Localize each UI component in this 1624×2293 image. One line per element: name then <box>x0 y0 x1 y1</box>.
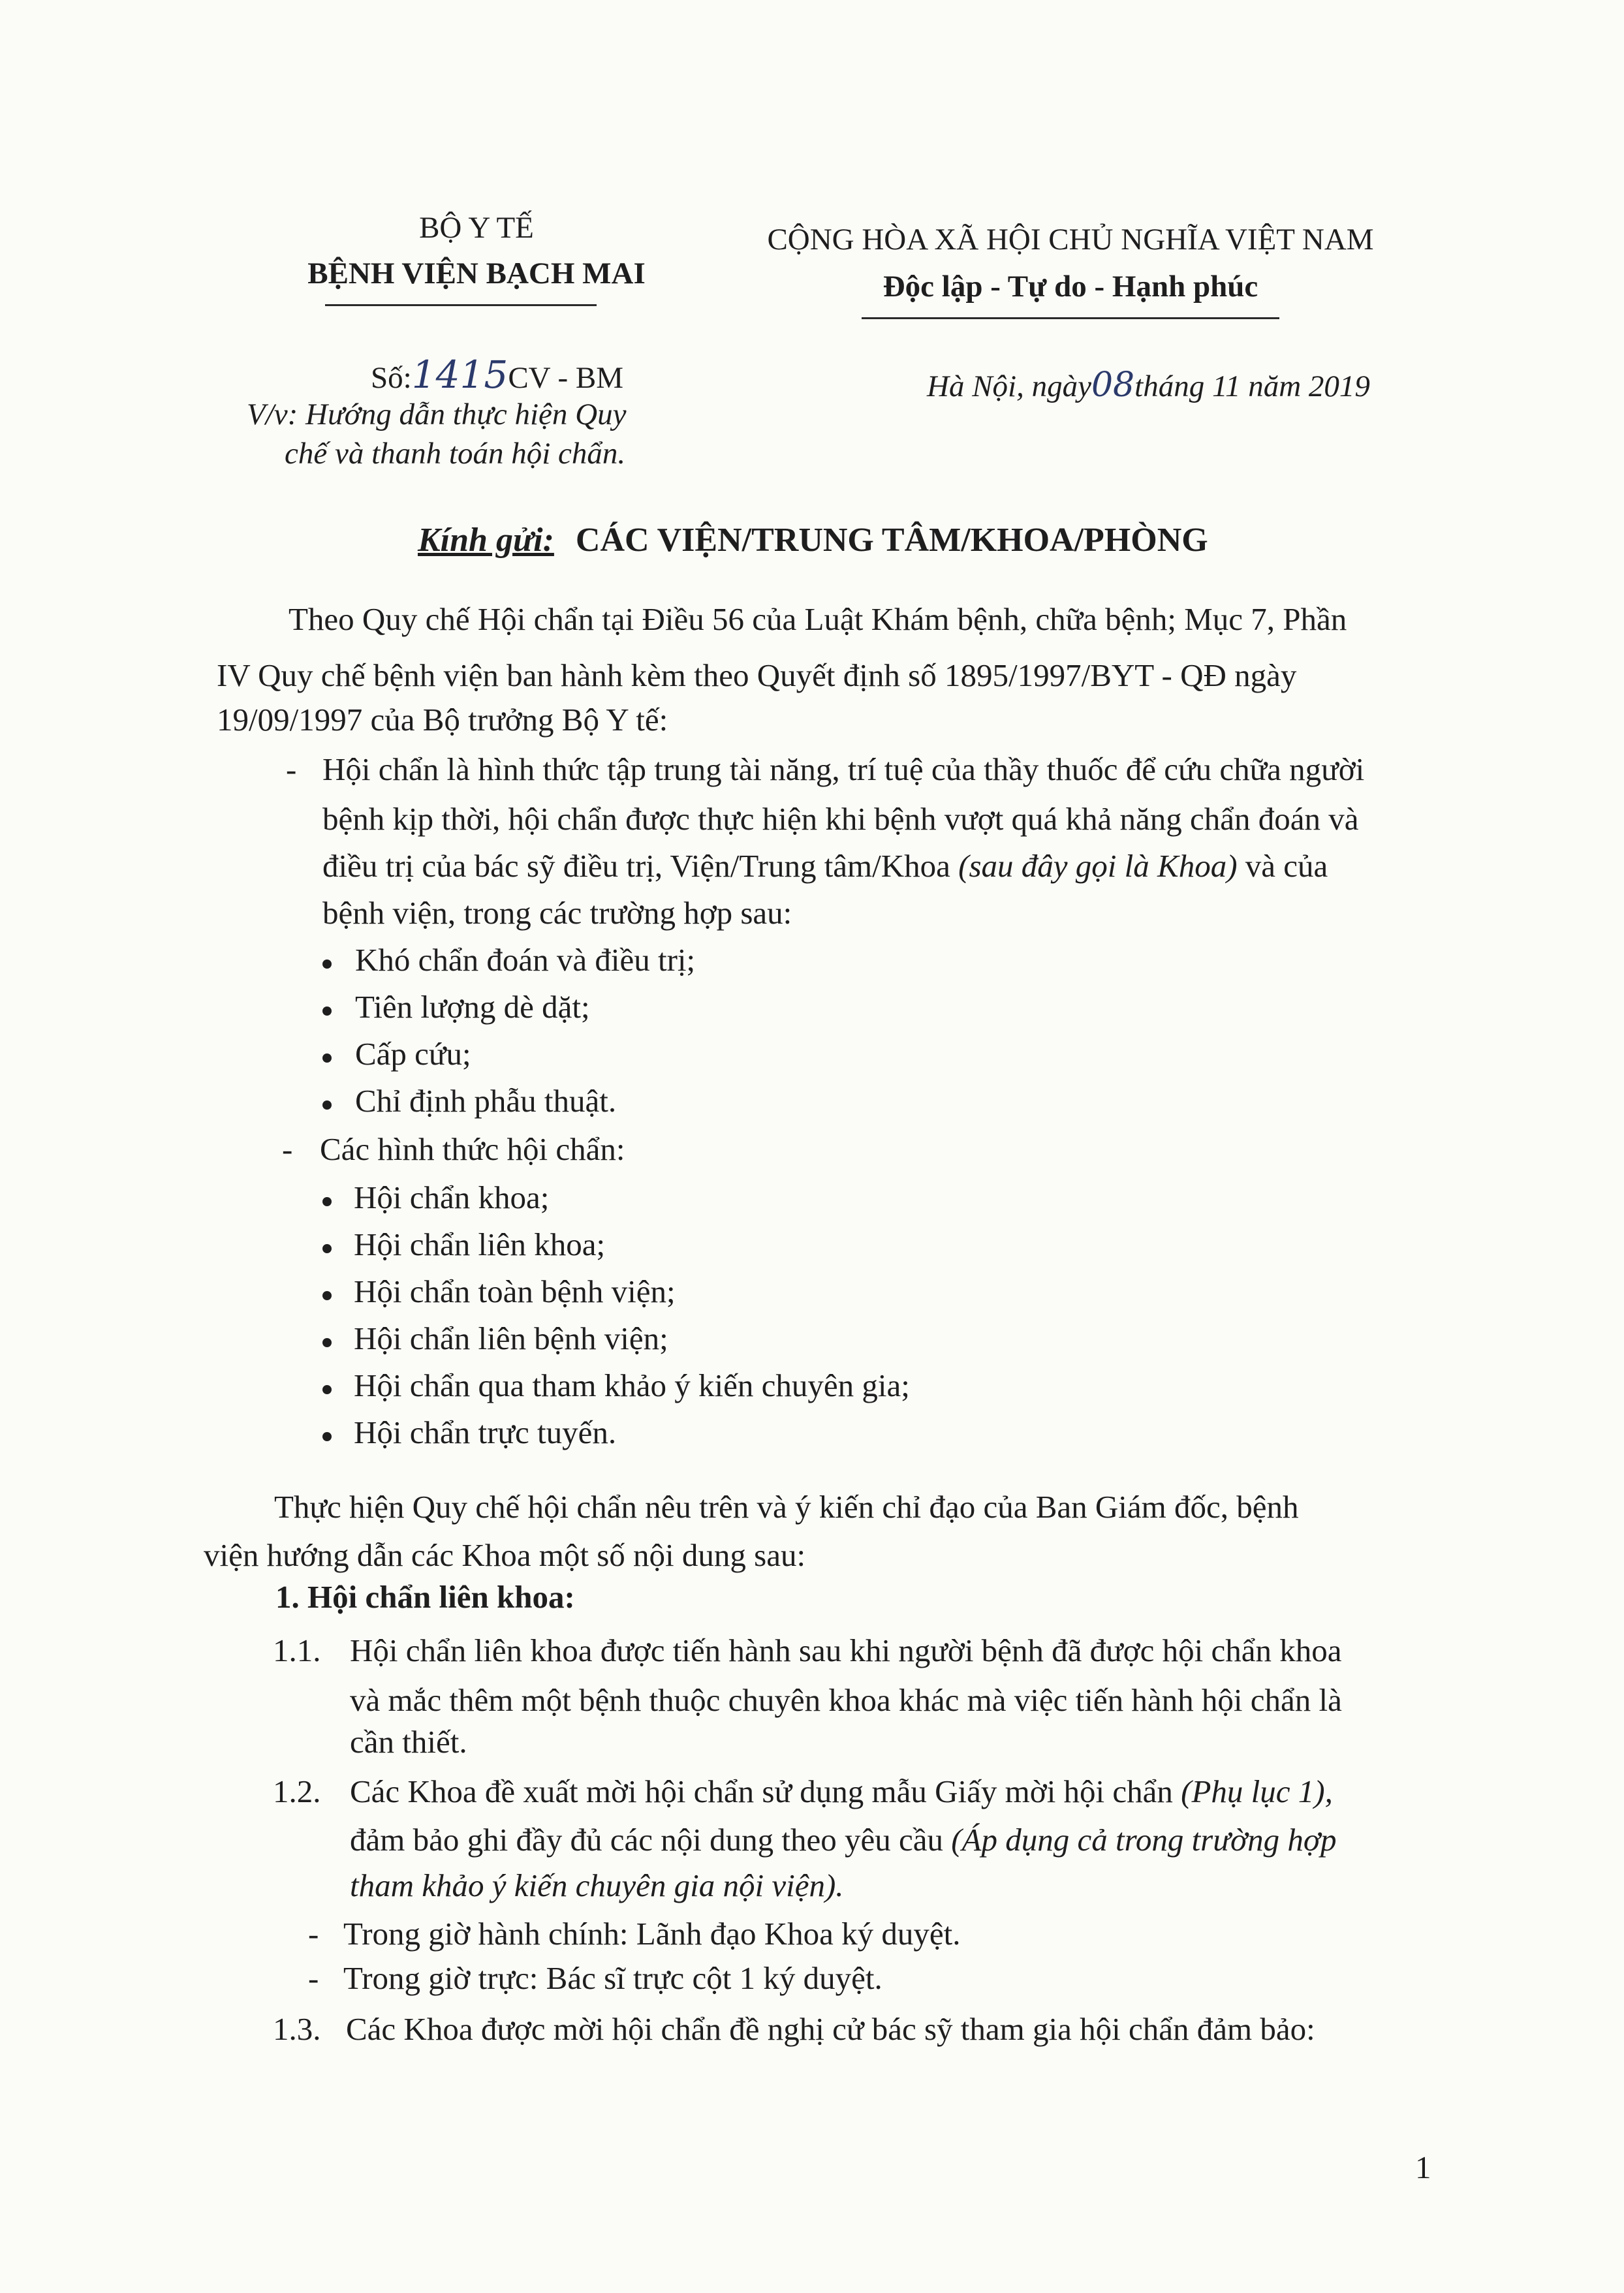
item-1-2-line-2 <box>350 1821 1337 1858</box>
item-1-2-line-1 <box>350 1773 1333 1810</box>
recipient-line <box>418 521 1208 559</box>
item-1-1-line-3: cần thiết. <box>350 1724 467 1760</box>
dash-marker: - <box>282 1131 293 1167</box>
impl-line-1: Thực hiện Quy chế hội chẩn nêu trên và ý kiến chỉ đạo của Ban Giám đốc, bệnh <box>274 1489 1299 1525</box>
bullet <box>322 1006 332 1016</box>
intro-line-1: Theo Quy chế Hội chẩn tại Điều 56 của Luật Khám bệnh, chữa bệnh; Mục 7, Phần <box>289 601 1347 637</box>
form-item: Hội chẩn khoa; <box>354 1179 550 1215</box>
intro-line-2: IV Quy chế bệnh viện ban hành kèm theo Quyết định số 1895/1997/BYT - QĐ ngày <box>217 657 1297 693</box>
item-1-2-line-2a: đảm bảo ghi đầy đủ các nội dung theo yêu cầu <box>350 1822 943 1858</box>
form-item: Hội chẩn toàn bệnh viện; <box>354 1273 676 1309</box>
bullet <box>322 1197 332 1206</box>
item-1-2-dash-2: Trong giờ trực: Bác sĩ trực cột 1 ký duyệt. <box>343 1960 882 1996</box>
item-1-1-number: 1.1. <box>273 1632 321 1668</box>
bullet <box>322 1100 332 1110</box>
bullet <box>322 959 332 969</box>
item-1-1-line-2: và mắc thêm một bệnh thuộc chuyên khoa khác mà việc tiến hành hội chẩn là <box>350 1682 1342 1718</box>
recipient-label: Kính gửi: <box>418 522 554 559</box>
item-1-1-line-1: Hội chẩn liên khoa được tiến hành sau khi người bệnh đã được hội chẩn khoa <box>350 1632 1342 1668</box>
impl-line-2: viện hướng dẫn các Khoa một số nội dung sau: <box>204 1537 806 1573</box>
subject-line-2: chế và thanh toán hội chẩn. <box>285 437 626 471</box>
dash1-line-3c: và của <box>1245 848 1328 884</box>
item-1-2-line-3: tham khảo ý kiến chuyên gia nội viện). <box>350 1867 844 1903</box>
item-1-3-line-1: Các Khoa được mời hội chẩn đề nghị cử bác sỹ tham gia hội chẩn đảm bảo: <box>346 2011 1315 2047</box>
national-motto: Độc lập - Tự do - Hạnh phúc <box>882 270 1258 304</box>
bullet <box>322 1244 332 1253</box>
dash1-line-3a: điều trị của bác sỹ điều trị, Viện/Trung tâm/Khoa <box>322 848 950 884</box>
motto-underline <box>862 317 1279 319</box>
country-name: CỘNG HÒA XÃ HỘI CHỦ NGHĨA VIỆT NAM <box>767 223 1374 257</box>
date-prefix: Hà Nội, ngày <box>927 369 1091 403</box>
handwritten-number: 1415 <box>411 352 508 397</box>
form-item: Hội chẩn trực tuyến. <box>354 1414 617 1450</box>
hospital-underline <box>325 304 597 306</box>
bullet <box>322 1338 332 1347</box>
section-1-heading: 1. Hội chẩn liên khoa: <box>275 1579 575 1615</box>
case-item: Tiên lượng dè dặt; <box>355 989 590 1025</box>
item-1-2-dash-1: Trong giờ hành chính: Lãnh đạo Khoa ký duyệt. <box>343 1916 961 1952</box>
subject-line-1: V/v: Hướng dẫn thực hiện Quy <box>247 398 627 431</box>
dash1-line-1: Hội chẩn là hình thức tập trung tài năng, trí tuệ của thầy thuốc để cứu chữa người <box>322 751 1365 787</box>
dash1-line-3b: (sau đây gọi là Khoa) <box>958 848 1238 884</box>
bullet <box>322 1053 332 1063</box>
date-suffix: tháng 11 năm 2019 <box>1134 369 1370 403</box>
dash1-line-3 <box>322 847 1328 884</box>
bullet <box>322 1432 332 1441</box>
form-item: Hội chẩn qua tham khảo ý kiến chuyên gia; <box>354 1367 910 1403</box>
dash-marker: - <box>308 1960 319 1996</box>
item-1-3-number: 1.3. <box>273 2011 321 2047</box>
bullet <box>322 1385 332 1394</box>
form-item: Hội chẩn liên khoa; <box>354 1226 606 1262</box>
dash1-line-4: bệnh viện, trong các trường hợp sau: <box>322 895 792 931</box>
dash1-line-2: bệnh kịp thời, hội chẩn được thực hiện khi bệnh vượt quá khả năng chẩn đoán và <box>322 801 1359 837</box>
recipient-to: CÁC VIỆN/TRUNG TÂM/KHOA/PHÒNG <box>575 522 1208 559</box>
dash-marker: - <box>308 1916 319 1952</box>
ministry-name: BỘ Y TẾ <box>419 211 534 245</box>
handwritten-day: 08 <box>1091 366 1135 405</box>
item-1-2-line-2b: (Áp dụng cả trong trường hợp <box>951 1822 1337 1858</box>
document-date <box>927 366 1370 405</box>
hospital-name: BỆNH VIỆN BẠCH MAI <box>307 257 646 290</box>
document-number <box>371 352 623 397</box>
item-1-2-number: 1.2. <box>273 1773 321 1809</box>
case-item: Khó chẩn đoán và điều trị; <box>355 942 696 978</box>
dash-marker: - <box>286 751 297 787</box>
bullet <box>322 1291 332 1300</box>
page-number: 1 <box>1415 2149 1431 2185</box>
case-item: Cấp cứu; <box>355 1036 471 1072</box>
so-suffix: CV - BM <box>508 361 624 395</box>
so-prefix: Số: <box>371 361 412 395</box>
item-1-2-line-1a: Các Khoa đề xuất mời hội chẩn sử dụng mẫu Giấy mời hội chẩn <box>350 1773 1173 1809</box>
intro-line-3: 19/09/1997 của Bộ trưởng Bộ Y tế: <box>217 702 668 738</box>
case-item: Chỉ định phẫu thuật. <box>355 1083 617 1119</box>
item-1-2-line-1b: (Phụ lục 1), <box>1181 1773 1333 1809</box>
dash2-text: Các hình thức hội chẩn: <box>320 1131 625 1167</box>
form-item: Hội chẩn liên bệnh viện; <box>354 1320 668 1356</box>
